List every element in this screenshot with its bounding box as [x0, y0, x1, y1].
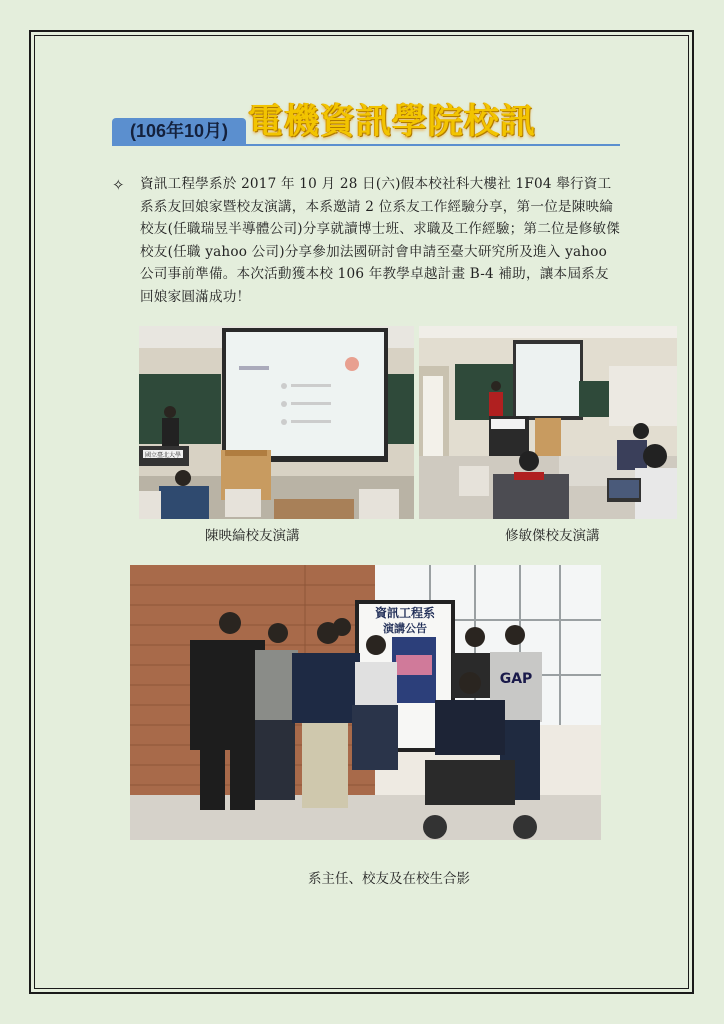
newsletter-header	[112, 100, 620, 146]
caption-photo-1: 陳映綸校友演講	[205, 528, 300, 544]
poster-title-2: 演講公告	[383, 622, 427, 635]
podium-sign: 國立臺北大學	[144, 452, 182, 459]
poster-title-1: 資訊工程系	[374, 606, 436, 620]
header-underline	[112, 144, 620, 146]
article-paragraph: 資訊工程學系於 2017 年 10 月 28 日(六)假本校社科大樓社 1F04 舉行資工系系友回娘家暨校友演講，本系邀請 2 位系友工作經驗分享，第一位是陳映綸校友(任職瑞昱半導體公司)分享就讀博士班、求職及工作經驗；第二位是修敏傑校友(任職 yahoo 公司)分享參加法國研討會申請至臺大研究所及進入 yahoo 公司事前準備。本次活動獲本校 106 年教學卓越計畫 B-4 補助，讓本屆系友回娘家圓滿成功！	[140, 176, 620, 305]
caption-photo-2: 修敏傑校友演講	[505, 528, 600, 544]
date-tag: (106年10月)	[112, 118, 246, 144]
photo-speaker-1	[139, 326, 414, 519]
photo-speaker-2	[419, 326, 677, 519]
photo-group	[130, 565, 601, 840]
newsletter-title: 電機資訊學院校訊	[248, 102, 537, 142]
gap-logo: GAP	[499, 671, 533, 687]
diamond-bullet-icon: ✧	[112, 176, 125, 194]
caption-photo-3: 系主任、校友及在校生合影	[308, 871, 470, 887]
